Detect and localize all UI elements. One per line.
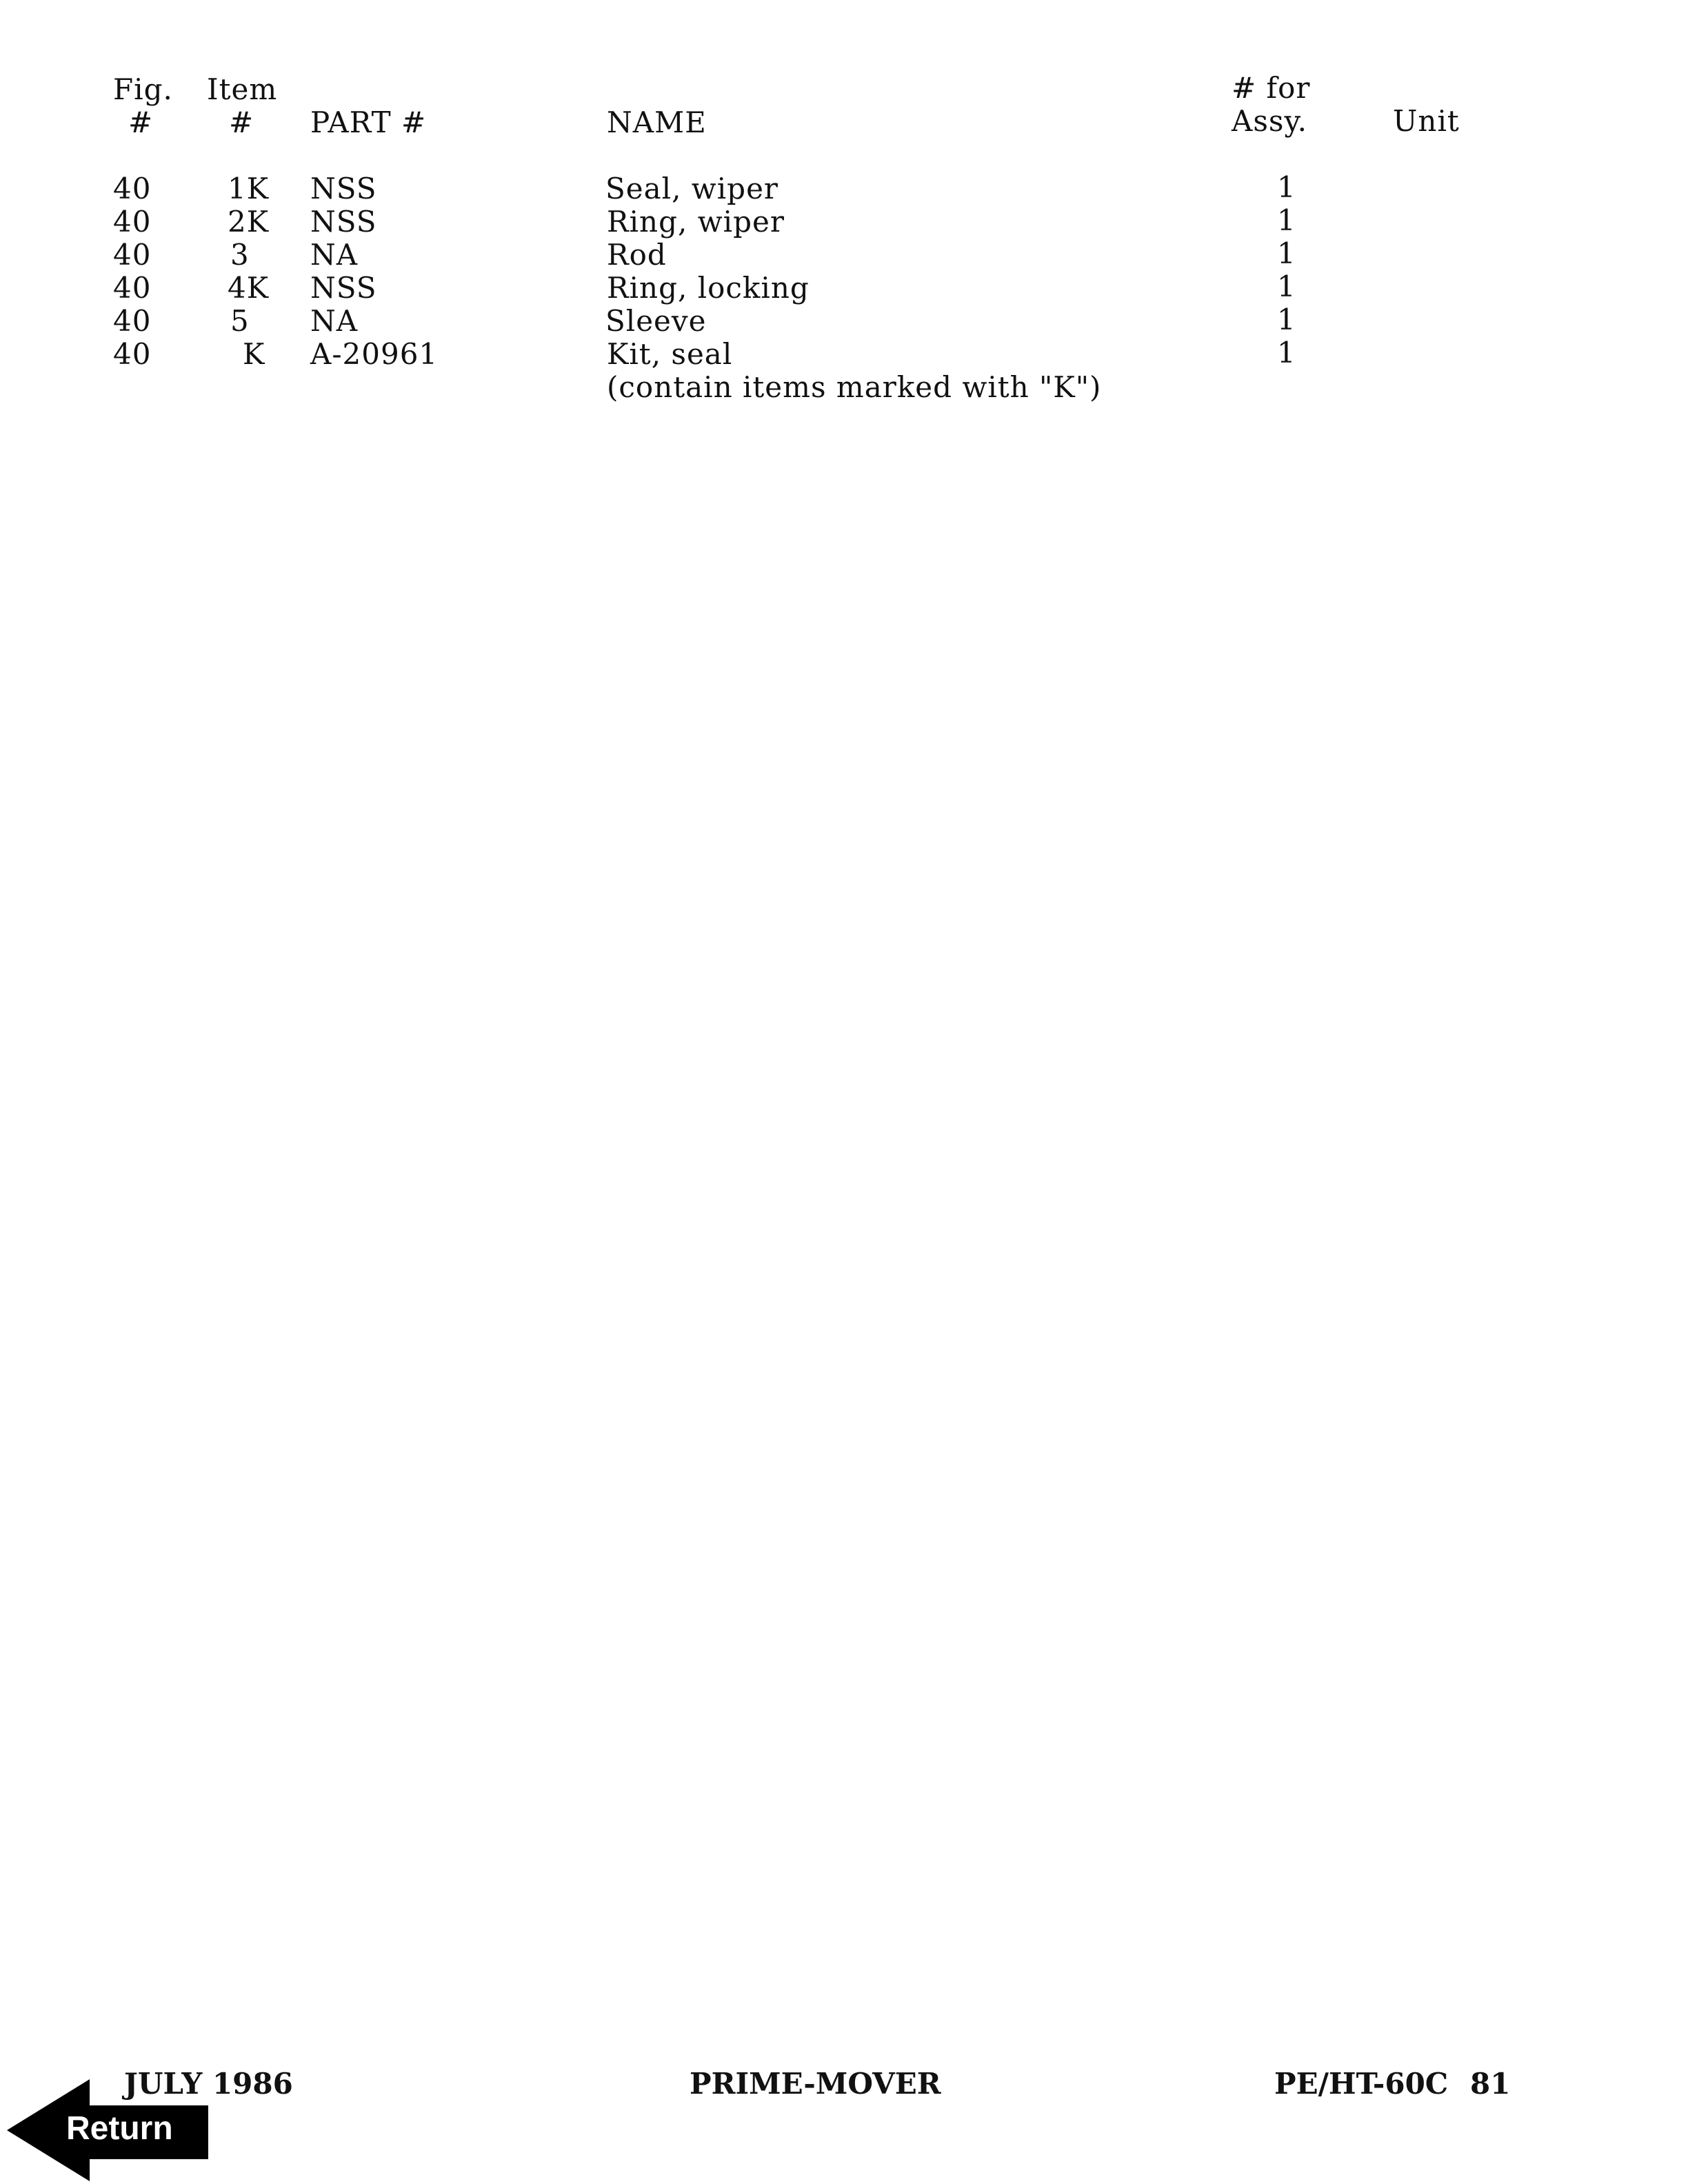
header-assy-line1: # for	[1232, 71, 1311, 105]
row-3-qty: 1	[1277, 236, 1296, 270]
row-2-fig: 40	[113, 205, 152, 239]
row-3-fig: 40	[113, 238, 152, 272]
row-2-item: 2K	[228, 205, 270, 239]
header-assy-line2: Assy.	[1232, 104, 1307, 138]
row-3-item: 3	[230, 238, 250, 272]
header-fig-line1: Fig.	[113, 72, 173, 106]
row-6-fig: 40	[113, 337, 152, 371]
header-unit: Unit	[1393, 104, 1460, 138]
row-1-name: Seal, wiper	[605, 172, 779, 205]
footer-title: PRIME-MOVER	[690, 2067, 941, 2101]
row-4-qty: 1	[1277, 270, 1296, 303]
row-5-name: Sleeve	[605, 304, 707, 338]
row-4-fig: 40	[113, 271, 152, 305]
row-5-fig: 40	[113, 304, 152, 338]
header-part-number: PART #	[310, 105, 427, 139]
row-6-qty: 1	[1277, 336, 1296, 370]
footer-model: PE/HT-60C	[1274, 2067, 1449, 2101]
row-6-item: K	[243, 337, 265, 371]
footer-date: JULY 1986	[124, 2067, 293, 2101]
row-4-name: Ring, locking	[607, 271, 810, 305]
row-5-part: NA	[310, 304, 359, 338]
row-3-name: Rod	[607, 238, 667, 272]
row-1-item: 1K	[228, 172, 270, 205]
return-button-label: Return	[66, 2110, 173, 2147]
row-1-qty: 1	[1277, 170, 1296, 204]
row-5-qty: 1	[1277, 303, 1296, 336]
row-2-part: NSS	[310, 205, 377, 239]
row-6-name: Kit, seal	[607, 337, 733, 371]
row-4-part: NSS	[310, 271, 377, 305]
row-5-item: 5	[230, 304, 250, 338]
return-button[interactable]	[7, 2079, 210, 2181]
header-item-line2: #	[229, 105, 254, 139]
row-1-part: NSS	[310, 172, 377, 205]
kit-note: (contain items marked with "K")	[607, 370, 1102, 404]
header-item-line1: Item	[207, 72, 278, 106]
row-4-item: 4K	[228, 271, 270, 305]
row-1-fig: 40	[113, 172, 152, 205]
row-2-qty: 1	[1277, 203, 1296, 237]
row-2-name: Ring, wiper	[607, 205, 785, 239]
header-fig-line2: #	[128, 105, 154, 139]
row-6-part: A-20961	[310, 337, 439, 371]
footer-page-number: 81	[1470, 2067, 1511, 2101]
header-name: NAME	[607, 105, 707, 139]
row-3-part: NA	[310, 238, 359, 272]
